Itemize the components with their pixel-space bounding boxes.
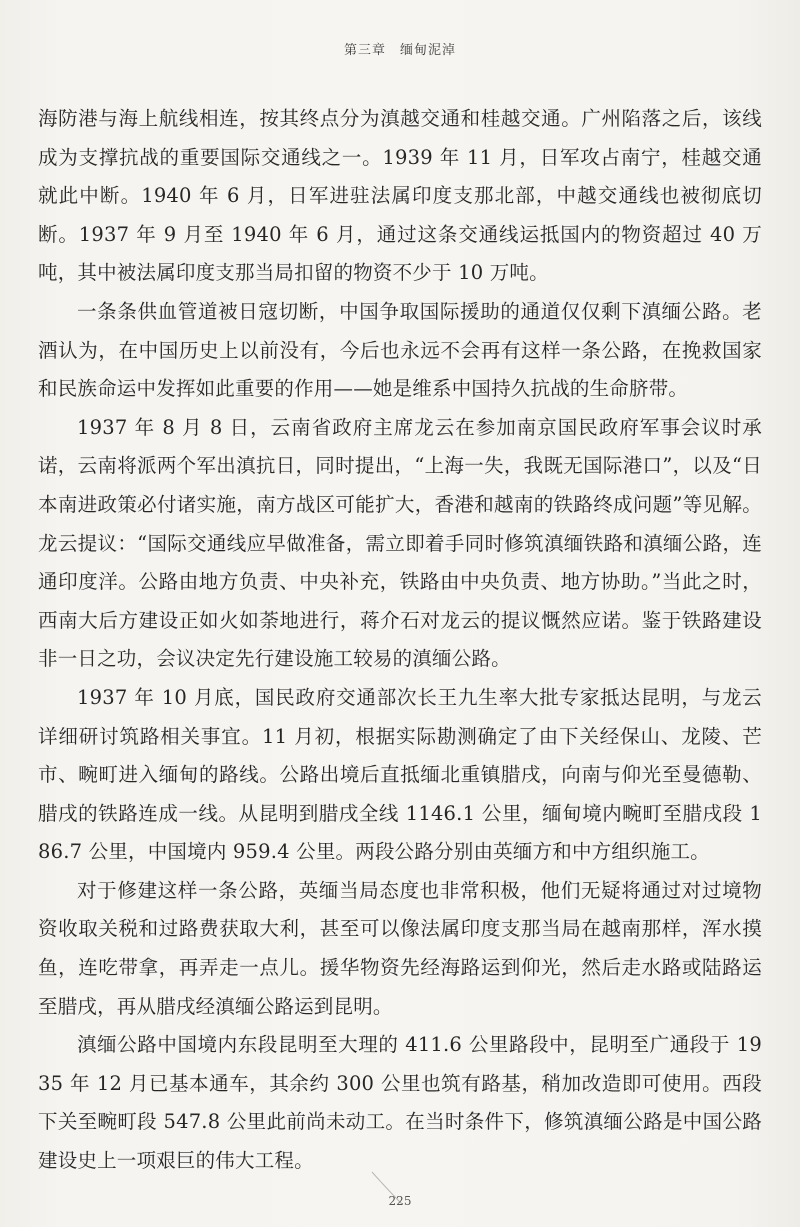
paragraph-3: 1937 年 8 月 8 日，云南省政府主席龙云在参加南京国民政府军事会议时承诺，云南将派两个军出滇抗日，同时提出，“上海一失，我既无国际港口”，以及“日本南进政策必付诸实施，南方战区可能扩大，香港和越南的铁路终成问题”等见解。龙云提议：“国际交通线应早做准备，需立即着手同时修筑滇缅铁路和滇缅公路，连通印度洋。公路由地方负责、中央补充，铁路由中央负责、地方协助。”当此之时，西南大后方建设正如火如荼地进行，蒋介石对龙云的提议慨然应诺。鉴于铁路建设非一日之功，会议决定先行建设施工较易的滇缅公路。 xyxy=(38,415,762,671)
paragraph-5: 对于修建这样一条公路，英缅当局态度也非常积极，他们无疑将通过对过境物资收取关税和过路费获取大利，甚至可以像法属印度支那当局在越南那样，浑水摸鱼，连吃带拿，再弄走一点儿。援华物资先经海路运到仰光，然后走水路或陆路运至腊戌，再从腊戌经滇缅公路运到昆明。 xyxy=(38,878,762,1018)
chapter-title: 缅甸泥淖 xyxy=(400,43,457,58)
chapter-label: 第三章 xyxy=(343,43,386,58)
paragraph-2: 一条条供血管道被日寇切断，中国争取国际援助的通道仅仅剩下滇缅公路。老酒认为，在中国历史上以前没有，今后也永远不会再有这样一条公路，在挽救国家和民族命运中发挥如此重要的作用——她是维系中国持久抗战的生命脐带。 xyxy=(38,299,762,401)
body-text xyxy=(38,100,762,1181)
paragraph-4: 1937 年 10 月底，国民政府交通部次长王九生率大批专家抵达昆明，与龙云详细研讨筑路相关事宜。11 月初，根据实际勘测确定了由下关经保山、龙陵、芒市、畹町进入缅甸的路线。公路出境后直抵缅北重镇腊戌，向南与仰光至曼德勒、腊戌的铁路连成一线。从昆明到腊戌全线 1146.1 公里，缅甸境内畹町至腊戌段 186.7 公里，中国境内 959.4 公里。两段公路分别由英缅方和中方组织施工。 xyxy=(38,685,762,864)
running-head xyxy=(0,39,800,58)
paragraph-6: 滇缅公路中国境内东段昆明至大理的 411.6 公里路段中，昆明至广通段于 1935 年 12 月已基本通车，其余约 300 公里也筑有路基，稍加改造即可使用。西段下关至畹町段 547.8 公里此前尚未动工。在当时条件下，修筑滇缅公路是中国公路建设史上一项艰巨的伟大工程。 xyxy=(38,1033,762,1173)
page-number: 225 xyxy=(388,1194,412,1208)
paragraph-1: 海防港与海上航线相连，按其终点分为滇越交通和桂越交通。广州陷落之后，该线成为支撑抗战的重要国际交通线之一。1939 年 11 月，日军攻占南宁，桂越交通就此中断。1940 年 6 月，日军进驻法属印度支那北部，中越交通线也被彻底切断。1937 年 9 月至 1940 年 6 月，通过这条交通线运抵国内的物资超过 40 万吨，其中被法属印度支那当局扣留的物资不少于 10 万吨。 xyxy=(38,107,762,285)
